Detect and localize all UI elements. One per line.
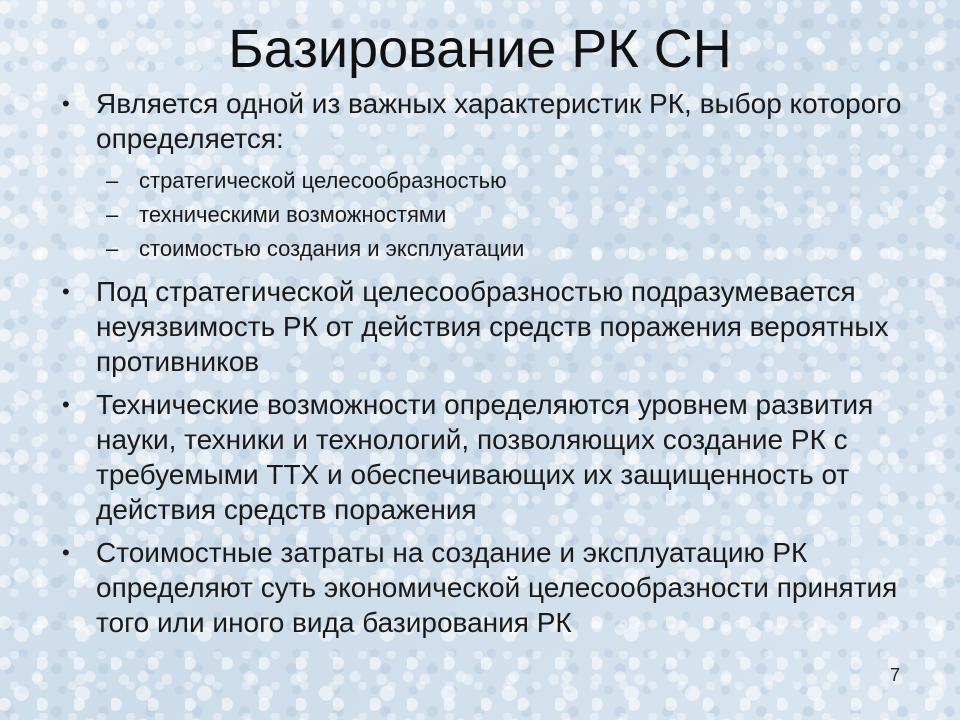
bullet-list bbox=[56, 86, 916, 648]
sub-bullet-text: стратегической целесообразностью bbox=[139, 168, 507, 193]
sub-bullet-item bbox=[56, 164, 916, 198]
sub-bullet-text: техническими возможностями bbox=[139, 202, 447, 227]
bullet-item bbox=[56, 535, 916, 640]
dash-icon: – bbox=[106, 236, 119, 261]
slide-title: Базирование РК СН bbox=[228, 19, 732, 79]
bullet-text: Является одной из важных характеристик РК, выбор которого определяется: bbox=[96, 88, 902, 154]
dash-icon: – bbox=[106, 202, 119, 227]
sub-bullet-list bbox=[56, 164, 916, 266]
bullet-text: Под стратегической целесообразностью подразумевается неуязвимость РК от действия средств поражения вероятных противников bbox=[96, 276, 889, 377]
sub-bullet-item bbox=[56, 232, 916, 266]
sub-bullet-item bbox=[56, 198, 916, 232]
sub-bullet-text: стоимостью создания и эксплуатации bbox=[139, 236, 525, 261]
dash-icon: – bbox=[106, 168, 119, 193]
bullet-item bbox=[56, 387, 916, 527]
bullet-text: Технические возможности определяются уровнем развития науки, техники и технологий, позволяющих создание РК с требуемыми ТТХ и обеспечивающих их защищенность от действия средств поражения bbox=[96, 389, 874, 525]
bullet-dot-icon: • bbox=[62, 91, 70, 116]
bullet-item bbox=[56, 86, 916, 156]
bullet-dot-icon: • bbox=[62, 540, 70, 565]
bullet-text: Стоимостные затраты на создание и эксплуатацию РК определяют суть экономической целесообразности принятия того или иного вида базирования РК bbox=[96, 537, 898, 638]
page-number: 7 bbox=[889, 665, 900, 685]
bullet-dot-icon: • bbox=[62, 279, 70, 304]
bullet-dot-icon: • bbox=[62, 392, 70, 417]
bullet-item bbox=[56, 274, 916, 379]
